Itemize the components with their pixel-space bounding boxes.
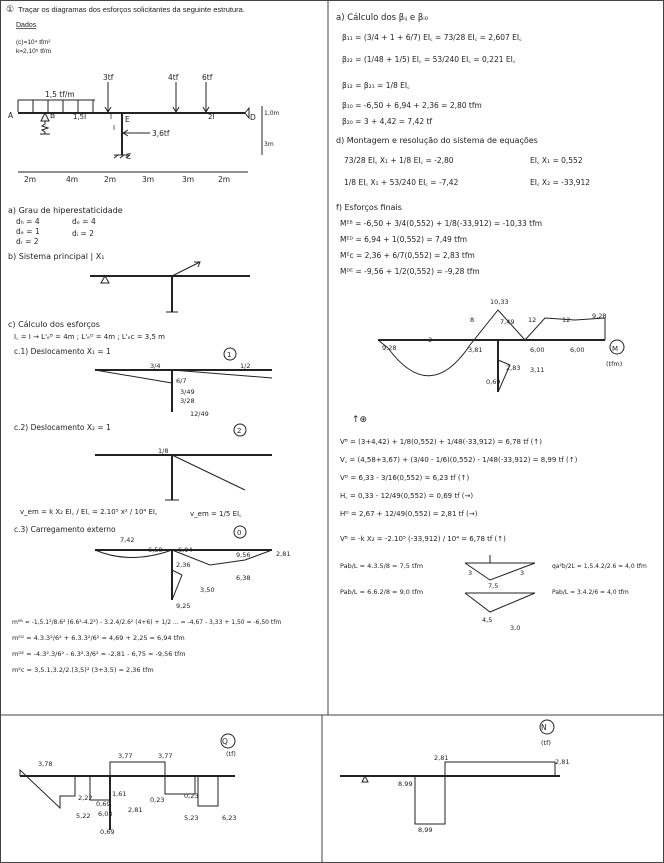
c3-l3: 6,94 bbox=[178, 546, 193, 554]
calc-line: I꜀ = I → L'ₑᴮ = 4m ; L'ₑᴰ = 4m ; L'ₑᴄ = 3,5 m bbox=[14, 333, 165, 341]
reaction-hc: H꜀ = 0,33 - 12/49(0,552) = 0,69 tf (→) bbox=[340, 492, 474, 500]
c3-l10: 3,50 bbox=[200, 586, 215, 594]
m-l5: 12 bbox=[562, 316, 571, 324]
m-l1: 10,33 bbox=[490, 298, 509, 306]
final-med: Mᴱᴰ = 6,94 + 1(0,552) = 7,49 tfm bbox=[340, 235, 468, 244]
c3-l8: 6,38 bbox=[236, 574, 251, 582]
beta-20: β₂₀ = 3 + 4,42 = 7,42 tf bbox=[342, 117, 433, 126]
mont-sol-2: EI꜀ X₂ = -33,912 bbox=[530, 178, 591, 187]
c3-l1: 7,42 bbox=[120, 536, 135, 544]
mont-sol-1: EI꜀ X₁ = 0,552 bbox=[530, 156, 583, 165]
q-l4: 2,22 bbox=[78, 794, 93, 802]
node-b: B bbox=[50, 111, 56, 120]
c1-l2: 6/7 bbox=[176, 377, 187, 385]
q-l3: 3,77 bbox=[158, 752, 173, 760]
q-l5: 0,69 bbox=[96, 800, 111, 808]
final-title: f) Esforços finais bbox=[336, 203, 402, 212]
moment-ec: mᴱᴄ = 3,5.1,3.2/2.(3,5)² (3+3,5) = 2,36 tfm bbox=[12, 666, 154, 674]
mont-eq-2: 1/8 EI꜀ X₁ + 53/240 EI꜀ = -7,42 bbox=[344, 178, 459, 187]
beta-title: a) Cálculo dos βᵢⱼ e βᵢ₀ bbox=[336, 13, 429, 23]
dim-6: 2m bbox=[218, 175, 231, 184]
pab-formula-2: Pab/L = 6.6.2/8 = 9,0 tfm bbox=[340, 588, 424, 596]
inertia-right: 2I bbox=[208, 113, 215, 121]
n-unit: (tf) bbox=[541, 739, 551, 747]
c2-l1: 1/8 bbox=[158, 447, 169, 455]
ql-formula-2: Pab/L = 3.4.2/6 = 4,0 tfm bbox=[552, 589, 629, 596]
m-l4: 12 bbox=[528, 316, 537, 324]
m-l12: 2,83 bbox=[506, 364, 521, 372]
inertia-ab: 1,5I bbox=[73, 113, 87, 121]
m-l9: 3,81 bbox=[468, 346, 483, 354]
dist-load-label: 1,5 tf/m bbox=[45, 90, 75, 99]
m-unit: (tfm) bbox=[606, 360, 623, 368]
mont-eq-1: 73/28 EI꜀ X₁ + 1/8 EI꜀ = -2,80 bbox=[344, 156, 454, 165]
q-l10: 0,23 bbox=[184, 792, 199, 800]
reaction-vc: V꜀ = (4,58+3,67) + (3/40 - 1/6)(0,552) - 1/48(-33,912) = 8,99 tf (↑) bbox=[340, 456, 578, 464]
sistema-title: b) Sistema principal | X₁ bbox=[8, 252, 105, 261]
c3-l4: 2,36 bbox=[176, 561, 191, 569]
beta-10: β₁₀ = -6,50 + 6,94 + 2,36 = 2,80 tfm bbox=[342, 101, 482, 110]
grau-line-3: dₑ = 4 bbox=[72, 217, 96, 226]
c3-l6: 9,56 bbox=[236, 551, 251, 559]
q-l2: 3,77 bbox=[118, 752, 133, 760]
reaction-hd: Hᴰ = 2,67 + 12/49(0,552) = 2,81 tf (→) bbox=[340, 510, 478, 518]
n-l2: 2,81 bbox=[555, 758, 570, 766]
grau-line-5: dᵢ = 2 bbox=[72, 229, 94, 238]
grau-line-2: dₑ = 1 bbox=[16, 227, 40, 236]
normal-force-diagram bbox=[340, 720, 560, 824]
q-l13: 5,23 bbox=[184, 814, 199, 822]
final-mde: Mᴰᴱ = -9,56 + 1/2(0,552) = -9,28 tfm bbox=[340, 267, 480, 276]
svg-text:0: 0 bbox=[237, 529, 242, 537]
vem-result: v_em = 1/5 EI꜀ bbox=[190, 510, 242, 518]
node-d: D bbox=[250, 113, 256, 122]
n-l3: 8,99 bbox=[398, 780, 413, 788]
n-tag: N bbox=[541, 723, 547, 732]
problem-number: ① bbox=[6, 4, 15, 14]
c3-l9: 9,25 bbox=[176, 602, 191, 610]
m-l8: 3 bbox=[428, 336, 433, 344]
c2-title: c.2) Deslocamento X₂ = 1 bbox=[14, 423, 111, 432]
q-l7: 0,23 bbox=[150, 796, 165, 804]
q-l14: 6,23 bbox=[222, 814, 237, 822]
m-l13: 0,69 bbox=[486, 378, 501, 386]
c1-title: c.1) Deslocamento X₁ = 1 bbox=[14, 347, 111, 356]
dim-2: 4m bbox=[66, 175, 79, 184]
spring-support-b bbox=[41, 113, 49, 121]
n-l4: 8,99 bbox=[418, 826, 433, 834]
ei-value: (c)=10⁴ tfm² bbox=[16, 39, 51, 46]
node-c: C bbox=[126, 152, 132, 161]
mini-l1: 3 bbox=[468, 569, 473, 577]
problem-title: Traçar os diagramas dos esforços solicitantes da seguinte estrutura. bbox=[18, 5, 245, 14]
c1-l6: 3/49 bbox=[180, 388, 195, 396]
final-meb: Mᴱᴮ = -6,50 + 3/4(0,552) + 1/8(-33,912) = -10,33 tfm bbox=[340, 219, 543, 228]
grau-title: a) Grau de hiperestaticidade bbox=[8, 206, 123, 215]
lateral-load: 3,6tf bbox=[152, 129, 170, 138]
reaction-vb: Vᴮ = (3+4,42) + 1/8(0,552) + 1/48(-33,912) = 6,78 tf (↑) bbox=[340, 438, 542, 446]
svg-text:1: 1 bbox=[227, 351, 232, 359]
beta-12: β₁₂ = β₂₁ = 1/8 EI꜀ bbox=[342, 81, 410, 90]
c2-diagram bbox=[95, 424, 272, 500]
final-mec: Mᴱᴄ = 2,36 + 6/7(0,552) = 2,83 tfm bbox=[340, 251, 475, 260]
node-e: E bbox=[125, 115, 130, 124]
q-l9: 5,22 bbox=[76, 812, 91, 820]
q-l11: 2,81 bbox=[128, 806, 143, 814]
q-tag: Q bbox=[222, 737, 228, 746]
c1-l7: 3/28 bbox=[180, 397, 195, 405]
mini-moment-diagram bbox=[465, 555, 535, 612]
node-a: A bbox=[8, 111, 14, 120]
sign-convention: ↑⊕ bbox=[352, 415, 368, 425]
beta-11: β₁₁ = (3/4 + 1 + 6/7) EI꜀ = 73/28 EI꜀ = 2,607 EI꜀ bbox=[342, 33, 522, 42]
m-l7: 9,28 bbox=[382, 344, 397, 352]
svg-text:2: 2 bbox=[237, 427, 242, 435]
structure-diagram bbox=[8, 73, 280, 184]
c1-l1: 3/4 bbox=[150, 362, 161, 370]
m-l10: 6,00 bbox=[530, 346, 545, 354]
inertia-col: I bbox=[113, 124, 116, 132]
m-l2: 8 bbox=[470, 316, 475, 324]
dados-label: Dados bbox=[16, 22, 37, 29]
mini-l5: 3,0 bbox=[510, 624, 521, 632]
m-l3: 7,49 bbox=[500, 318, 515, 326]
mini-l2: 7,5 bbox=[488, 582, 499, 590]
q-l6: 1,61 bbox=[112, 790, 127, 798]
grau-line-1: dₕ = 4 bbox=[16, 217, 40, 226]
vem-eq: v_em = k X₂ EI꜀ / EI꜀ = 2.10⁵ x² / 10⁴ EI꜀ bbox=[20, 508, 158, 516]
reaction-vd: Vᴰ = 6,33 - 3/16(0,552) = 6,23 tf (↑) bbox=[340, 474, 470, 482]
c1-l3: 1/2 bbox=[240, 362, 251, 370]
moment-eb: mᴱᴮ = -1,5.1²/8.6² (6.6²-4.2²) - 3.2.4/2.6² (4+6) + 1/2 ... = -4,67 - 3,33 + 1,50 = -6,50 tfm bbox=[12, 619, 282, 626]
pab-formula-1: Pab/L = 4.3.5/8 = 7,5 tfm bbox=[340, 562, 424, 570]
q-l1: 3,78 bbox=[38, 760, 53, 768]
dim-5: 3m bbox=[182, 175, 195, 184]
c3-l2: 6,50 bbox=[148, 546, 163, 554]
c1-l5: 12/49 bbox=[190, 410, 209, 418]
dim-3: 2m bbox=[104, 175, 117, 184]
sistema-principal-drawing bbox=[90, 262, 250, 312]
dim-4: 3m bbox=[142, 175, 155, 184]
m-l14: 3,11 bbox=[530, 366, 545, 374]
moment-de: mᴰᴱ = -4.3².3/6² - 6.3².3/6² = -2,81 - 6,75 = -9,56 tfm bbox=[12, 650, 186, 658]
ql-formula-1: qa²b/2L = 1,5.4.2/2.6 = 4,0 tfm bbox=[552, 563, 647, 570]
beta-22: β₂₂ = (1/48 + 1/5) EI꜀ = 53/240 EI꜀ = 0,221 EI꜀ bbox=[342, 55, 516, 64]
reaction-vb-spring: Vᴮ = -k X₂ = -2.10⁵ (-33,912) / 10⁴ = 6,78 tf (↑) bbox=[340, 535, 506, 543]
inertia-left: I bbox=[110, 113, 113, 121]
c3-title: c.3) Carregamento externo bbox=[14, 525, 116, 534]
c3-l7: 2,81 bbox=[276, 550, 291, 558]
q-l8: 6,03 bbox=[98, 810, 113, 818]
mini-l4: 4,5 bbox=[482, 616, 493, 624]
n-l1: 2,81 bbox=[434, 754, 449, 762]
moment-ed: mᴱᴰ = 4.3.3²/6² + 6.3.3²/6² = 4,69 + 2,25 = 6,94 tfm bbox=[12, 634, 185, 642]
k-value: k=2,10⁵ tf/m bbox=[16, 48, 52, 55]
m-l11: 6,00 bbox=[570, 346, 585, 354]
shear-diagram bbox=[20, 734, 235, 830]
m-tag: M bbox=[612, 345, 619, 353]
q-unit: (tf) bbox=[226, 750, 236, 758]
load-3tf: 3tf bbox=[103, 73, 114, 82]
q-l15: 0,69 bbox=[100, 828, 115, 836]
side-dim-2: 3m bbox=[264, 141, 274, 148]
mont-title: d) Montagem e resolução do sistema de equações bbox=[336, 136, 538, 145]
calc-title: c) Cálculo dos esforços bbox=[8, 320, 100, 329]
side-dim-1: 1,0m bbox=[264, 110, 280, 117]
grau-line-4: dᵣ = 2 bbox=[16, 237, 39, 246]
m-l6: 9,28 bbox=[592, 312, 607, 320]
load-4tf: 4tf bbox=[168, 73, 179, 82]
mini-l3: 3 bbox=[520, 569, 525, 577]
load-6tf: 6tf bbox=[202, 73, 213, 82]
dim-1: 2m bbox=[24, 175, 37, 184]
